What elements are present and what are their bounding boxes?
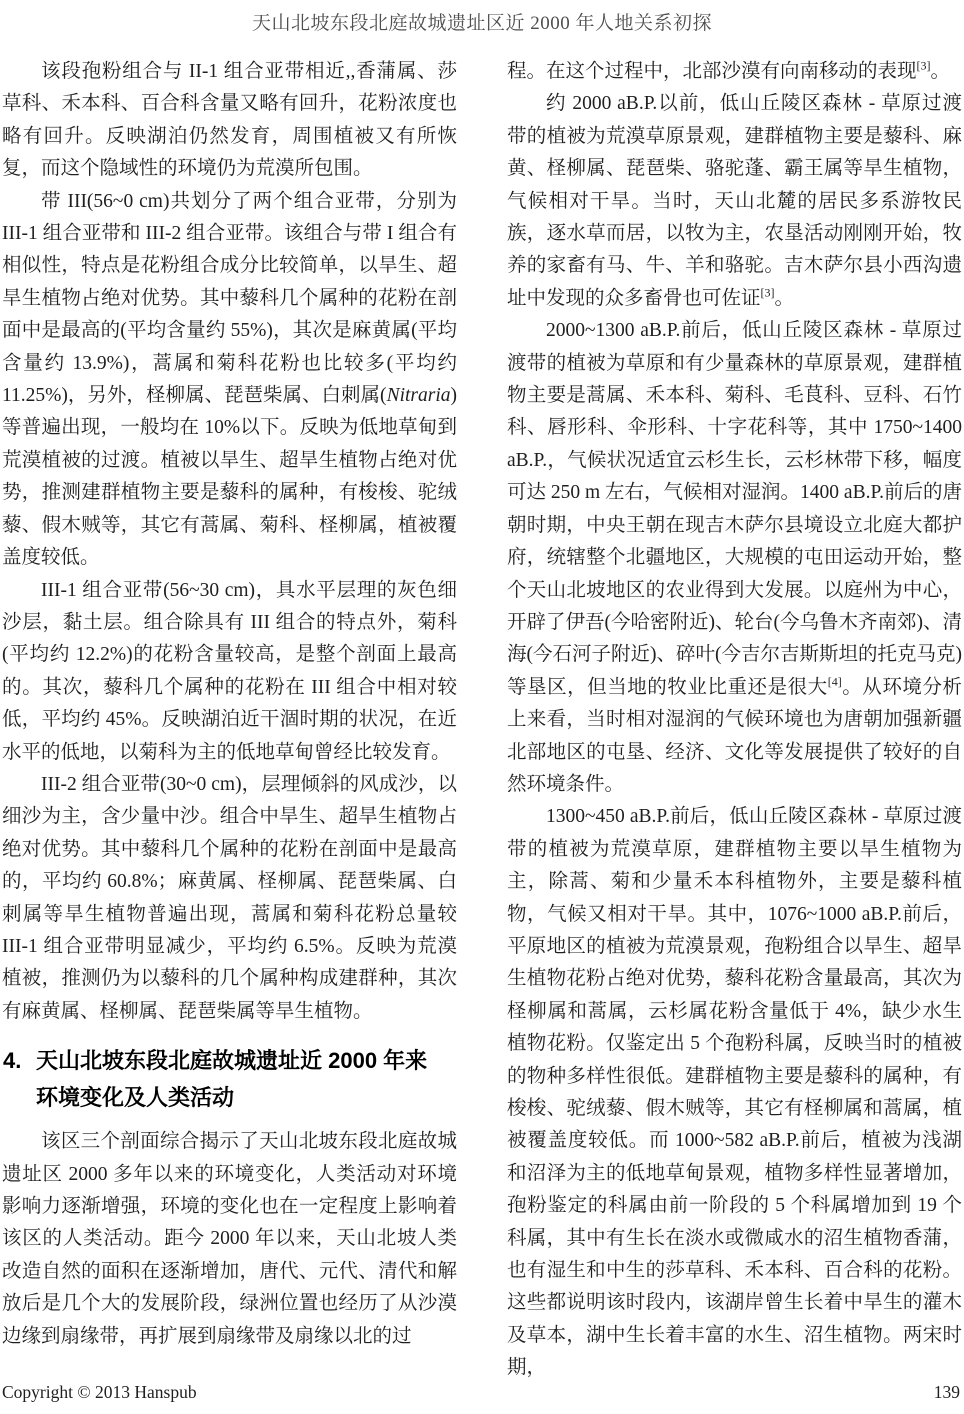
para-2000-1300abp [507,315,962,801]
para-zone-ii-recovery: 该段孢粉组合与 II-1 组合亚带相近,,香蒲属、莎草科、禾本科、百合科含量又略有回升，花粉浓度也略有回升。反映湖泊仍然发育，周围植被又有所恢复，而这个隐域性的环境仍为荒漠所包围。 [2,61,457,180]
para-1300-450abp: 1300~450 aB.P.前后，低山丘陵区森林 - 草原过渡带的植被为荒漠草原，建群植物主要以旱生植物为主，除蒿、菊和少量禾本科植物外，主要是藜科植物，气候又相对干旱。其中，1076~1000 aB.P.前后，平原地区的植被为荒漠景观，孢粉组合以旱生、超旱生植物花粉占绝对优势，藜科花粉含量最高，其次为柽柳属和蒿属，云杉属花粉含量低于 4%，缺少水生植物花粉。仅鉴定出 5 个孢粉科属，反映当时的植被的物种多样性很低。建群植物主要是藜科的属种，有梭梭、驼绒藜、假木贼等，其它有柽柳属和蒿属，植被覆盖度较低。而 1000~582 aB.P.前后，植被为浅湖和沼泽为主的低地草甸景观，植物多样性显著增加，孢粉鉴定的科属由前一阶段的 5 个科属增加到 19 个科属，其中有生长在淡水或微咸水的沼生植物香蒲，也有湿生和中生的莎草科、禾本科、百合科的花粉。这些都说明该时段内，该湖岸曾生长着中旱生的灌木及草本，湖中生长着丰富的水生、沼生植物。两宋时期， [507,806,962,1379]
right-column [507,56,962,1385]
para-text: 2000~1300 aB.P.前后，低山丘陵区森林 - 草原过渡带的植被为草原和有少量森林的草原景观，建群植物主要是蒿属、禾本科、菊科、毛茛科、豆科、石竹科、唇形科、伞形科、十字花科等，其中 1750~1400 aB.P.，气候状况适宜云杉生长，云杉林带下移，幅度可达 250 m 左右，气候相对湿润。1400 aB.P.前后的唐朝时期，中央王朝在现吉木萨尔县境设立北庭大都护府，统辖整个北疆地区，大规模的屯田运动开始，整个天山北坡地区的农业得到大发展。以庭州为中心，开辟了伊吾(今哈密附近)、轮台(今乌鲁木齐南郊)、清海(今石河子附近)、碎叶(今吉尔吉斯斯坦的托克马克)等垦区，但当地的牧业比重还是很大 [507,320,963,698]
page-number: 139 [933,1382,960,1402]
para-text: 。从环境分析上来看，当时相对湿润的气候环境也为唐朝加强新疆北部地区的屯垦、经济、文化等发展提供了较好的自然环境条件。 [507,676,962,795]
section-number: 4. [3,1048,22,1074]
citation-ref-3: [3] [760,285,775,300]
para-continuation [507,56,962,88]
para-section4-intro: 该区三个剖面综合揭示了天山北坡东段北庭故城遗址区 2000 多年以来的环境变化，人类活动对环境影响力逐渐增强，环境的变化也在一定程度上影响着该区的人类活动。距今 2000 年以来，天山北坡人类改造自然的面积在逐渐增加，唐代、元代、清代和解放后是几个大的发展阶段，绿洲位置也经历了从沙漠边缘到扇缘带，再扩展到扇缘带及扇缘以北的过 [2,1131,457,1347]
citation-ref-4: [4] [827,674,842,689]
left-column [2,56,457,1385]
genus-name-italic: Nitraria [386,385,451,407]
para-text: 。 [774,287,795,309]
para-subzone-iii-1: III-1 组合亚带(56~30 cm)，具水平层理的灰色细沙层，黏土层。组合除具有 III 组合的特点外，菊科(平均约 12.2%)的花粉含量较高，是整个剖面上最高的。其次，藜科几个属种的花粉在 III 组合中相对较低，平均约 45%。反映湖泊近干涸时期的状况，在近水平的低地，以菊科为主的低地草甸曾经比较发育。 [2,579,457,763]
two-column-body [0,56,964,1385]
page-footer [2,1380,960,1404]
para-before-2000abp [507,88,962,315]
section-heading-line1: 天山北坡东段北庭故城遗址近 2000 年来 [36,1048,428,1074]
para-zone-iii [2,186,457,575]
para-subzone-iii-2: III-2 组合亚带(30~0 cm)，层理倾斜的风成沙，以细沙为主，含少量中沙。组合中旱生、超旱生植物占绝对优势。其中藜科几个属种的花粉在剖面中是最高的，平均约 60.8%；麻黄属、柽柳属、琵琶柴属、白刺属等旱生植物普遍出现，蒿属和菊科花粉总量较 III-1 组合亚带明显减少，平均约 6.5%。反映为荒漠植被，推测仍为以藜科的几个属种构成建群种，其次有麻黄属、柽柳属、琵琶柴属等旱生植物。 [2,773,457,1022]
section-heading [2,1042,457,1116]
citation-ref-3: [3] [916,58,931,73]
copyright-text: Copyright © 2013 Hanspub [2,1382,197,1402]
section-heading-line2: 环境变化及人类活动 [36,1085,235,1111]
running-title: 天山北坡东段北庭故城遗址区近 2000 年人地关系初探 [251,13,712,34]
para-text: 约 2000 aB.P.以前，低山丘陵区森林 - 草原过渡带的植被为荒漠草原景观，建群植物主要是藜科、麻黄、柽柳属、琵琶柴、骆驼蓬、霸王属等旱生植物，气候相对干旱。当时，天山北麓的居民多系游牧民族，逐水草而居，以牧为主，农垦活动刚刚开始，牧养的家畜有马、牛、羊和骆驼。吉木萨尔县小西沟遗址中发现的众多畜骨也可佐证 [507,93,962,309]
para-text: 带 III(56~0 cm)共划分了两个组合亚带，分别为 III-1 组合亚带和 III-2 组合亚带。该组合与带 I 组合有相似性，特点是花粉组合成分比较简单，以旱生、超旱生植物占绝对优势。其中藜科几个属种的花粉在剖面中是最高的(平均含量约 55%)，其次是麻黄属(平均含量约 13.9%)，蒿属和菊科花粉也比较多(平均约 11.25%)，另外，柽柳属、琵琶柴属、白刺属( [2,190,457,407]
page-header [0,0,964,37]
para-text: )等普遍出现，一般均在 10%以下。反映为低地草甸到荒漠植被的过渡。植被以旱生、超旱生植物占绝对优势，推测建群植物主要是藜科的属种，有梭梭、驼绒藜、假木贼等，其它有蒿属、菊科、柽柳属，植被覆盖度较低。 [2,385,457,569]
para-text: 。 [930,61,951,82]
para-text: 程。在这个过程中，北部沙漠有向南移动的表现 [507,61,917,82]
